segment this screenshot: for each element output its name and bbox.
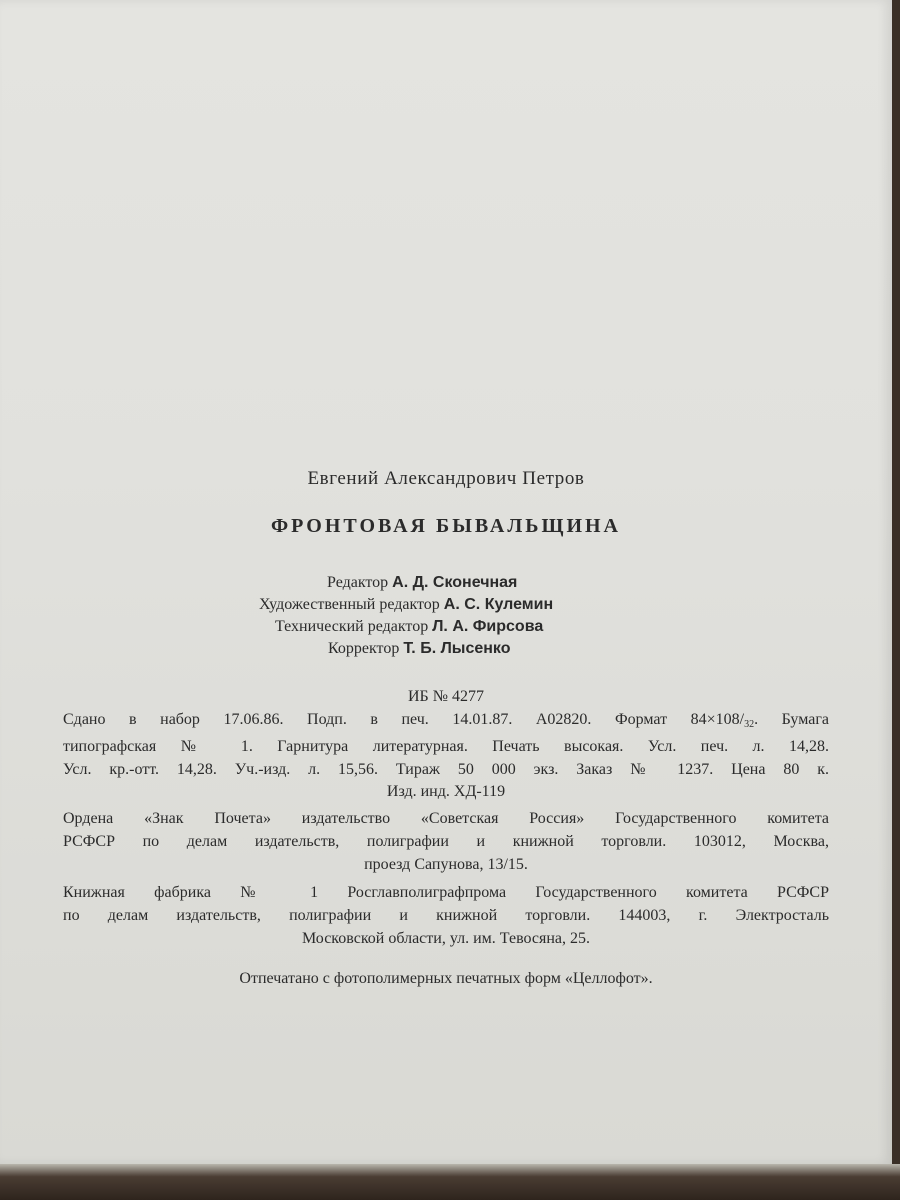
publisher-block	[63, 807, 829, 876]
credit-person: Т. Б. Лысенко	[403, 640, 511, 657]
imprint-line-2: типографская № 1. Гарнитура литературная. Печать высокая. Усл. печ. л. 14,28.	[63, 738, 829, 755]
credit-proofreader	[328, 638, 511, 660]
imprint-line-4: Изд. инд. ХД-119	[386, 783, 506, 800]
factory-line-3: Московской области, ул. им. Тевосяна, 25.	[301, 930, 591, 947]
factory-block	[63, 881, 829, 950]
book-edge	[0, 1164, 900, 1200]
publisher-line-1: Ордена «Знак Почета» издательство «Советская Россия» Государственного комитета	[63, 810, 829, 827]
credit-role: Технический редактор	[275, 618, 429, 635]
imprint-line-3: Усл. кр.-отт. 14,28. Уч.-изд. л. 15,56. Тираж 50 000 экз. Заказ № 1237. Цена 80 к.	[63, 760, 829, 778]
imprint-block	[63, 686, 829, 804]
printed-note: Отпечатано с фотополимерных печатных форм «Целлофот».	[239, 970, 653, 987]
credit-role: Художественный редактор	[259, 596, 440, 613]
credit-editor	[327, 572, 517, 594]
credit-role: Корректор	[328, 640, 400, 657]
factory-line-2: по делам издательств, полиграфии и книжной торговли. 144003, г. Электросталь	[63, 907, 829, 924]
credit-person: Л. А. Фирсова	[432, 618, 544, 635]
credit-role: Редактор	[327, 574, 389, 591]
publisher-line-3: проезд Сапунова, 13/15.	[364, 856, 528, 873]
factory-line-1: Книжная фабрика № 1 Росглавполиграфпрома Государственного комитета РСФСР	[63, 884, 829, 901]
author-name: Евгений Александрович Петров	[307, 468, 585, 489]
ib-number: ИБ № 4277	[407, 688, 484, 705]
credit-tech-editor	[275, 616, 543, 638]
credit-art-editor	[259, 594, 553, 616]
credit-person: А. Д. Сконечная	[392, 574, 518, 591]
book-title: ФРОНТОВАЯ БЫВАЛЬЩИНА	[270, 515, 622, 537]
imprint-line-1: Сдано в набор 17.06.86. Подп. в печ. 14.01.87. А02820. Формат $84\times 108/_{32}$. Бумага	[63, 710, 829, 730]
publisher-line-2: РСФСР по делам издательств, полиграфии и книжной торговли. 103012, Москва,	[63, 833, 829, 850]
credit-person: А. С. Кулемин	[443, 596, 554, 613]
